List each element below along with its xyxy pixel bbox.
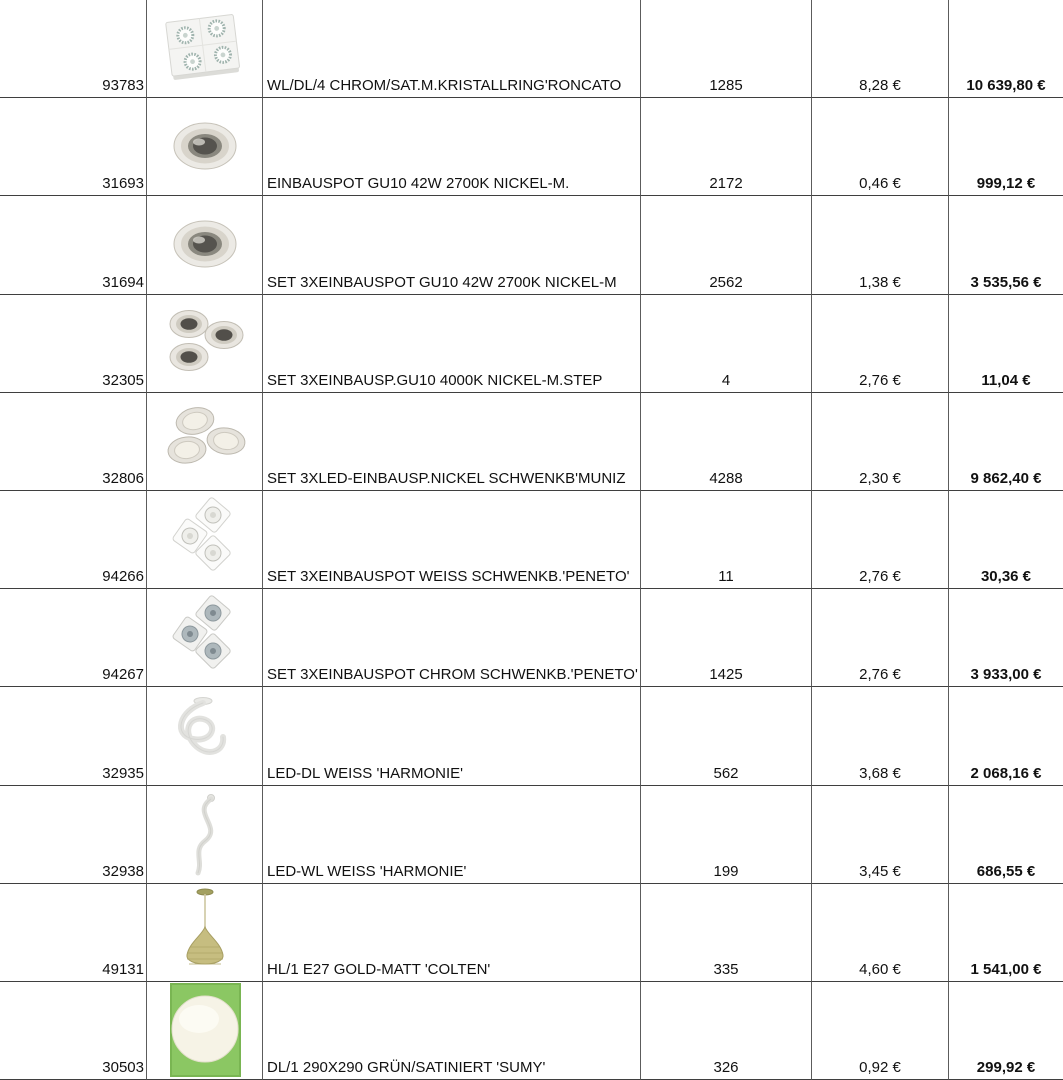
description-cell: [263, 589, 641, 687]
description-cell: [263, 687, 641, 785]
quantity-value: 2172: [709, 175, 743, 193]
product-image-cell: [147, 884, 263, 982]
item-number-cell: [0, 98, 147, 196]
total-price-cell: [949, 491, 1063, 589]
product-photo-wave-wall-lamp-icon: [149, 787, 261, 881]
total-price-value: 299,92 €: [976, 1059, 1036, 1077]
total-price-value: 9 862,40 €: [970, 469, 1042, 487]
unit-price-cell: [812, 786, 949, 884]
unit-price-value: 4,60 €: [859, 960, 901, 978]
quantity-value: 11: [718, 568, 734, 586]
quantity-cell: [641, 0, 812, 98]
product-image-cell: [147, 98, 263, 196]
unit-price-cell: [812, 98, 949, 196]
quantity-value: 326: [713, 1059, 739, 1077]
quantity-cell: [641, 295, 812, 393]
product-image-cell: [147, 982, 263, 1080]
total-price-value: 3 933,00 €: [970, 666, 1042, 684]
total-price-cell: [949, 687, 1063, 785]
description-cell: [263, 196, 641, 294]
item-number-cell: [0, 687, 147, 785]
unit-price-cell: [812, 295, 949, 393]
product-description: HL/1 E27 GOLD-MATT 'COLTEN': [267, 960, 491, 978]
item-number: 49131: [102, 960, 144, 978]
product-photo-panel-4-spots-icon: [149, 2, 261, 96]
quantity-cell: [641, 98, 812, 196]
item-number-cell: [0, 982, 147, 1080]
item-number-cell: [0, 589, 147, 687]
total-price-value: 2 068,16 €: [970, 764, 1042, 782]
item-number: 32935: [102, 764, 144, 782]
quantity-value: 562: [713, 764, 739, 782]
item-number-cell: [0, 786, 147, 884]
product-photo-recessed-spot-icon: [149, 100, 261, 194]
item-number-cell: [0, 196, 147, 294]
total-price-value: 30,36 €: [980, 568, 1032, 586]
item-number: 32806: [102, 469, 144, 487]
unit-price-cell: [812, 196, 949, 294]
product-image-cell: [147, 687, 263, 785]
item-number-cell: [0, 0, 147, 98]
product-description: LED-DL WEISS 'HARMONIE': [267, 764, 464, 782]
unit-price-cell: [812, 884, 949, 982]
product-description: EINBAUSPOT GU10 42W 2700K NICKEL-M.: [267, 175, 570, 193]
unit-price-value: 8,28 €: [859, 77, 901, 95]
unit-price-value: 2,30 €: [859, 469, 901, 487]
quantity-cell: [641, 196, 812, 294]
unit-price-value: 2,76 €: [859, 666, 901, 684]
description-cell: [263, 295, 641, 393]
quantity-cell: [641, 393, 812, 491]
quantity-value: 199: [713, 862, 739, 880]
product-image-cell: [147, 786, 263, 884]
unit-price-value: 2,76 €: [859, 568, 901, 586]
unit-price-value: 3,45 €: [859, 862, 901, 880]
unit-price-cell: [812, 687, 949, 785]
item-number: 32938: [102, 862, 144, 880]
product-description: WL/DL/4 CHROM/SAT.M.KRISTALLRING'RONCATO: [267, 77, 622, 95]
description-cell: [263, 786, 641, 884]
total-price-value: 3 535,56 €: [970, 273, 1042, 291]
quantity-value: 4288: [709, 469, 743, 487]
total-price-cell: [949, 786, 1063, 884]
quantity-cell: [641, 687, 812, 785]
product-image-cell: [147, 295, 263, 393]
product-image-cell: [147, 491, 263, 589]
quantity-cell: [641, 982, 812, 1080]
item-number: 31693: [102, 175, 144, 193]
product-photo-wave-ceiling-lamp-icon: [149, 689, 261, 783]
total-price-value: 10 639,80 €: [966, 77, 1046, 95]
quantity-cell: [641, 589, 812, 687]
total-price-cell: [949, 196, 1063, 294]
quantity-value: 1425: [709, 666, 743, 684]
unit-price-cell: [812, 589, 949, 687]
product-description: SET 3XEINBAUSP.GU10 4000K NICKEL-M.STEP: [267, 371, 603, 389]
product-description: SET 3XEINBAUSPOT CHROM SCHWENKB.'PENETO': [267, 666, 638, 684]
item-number: 31694: [102, 273, 144, 291]
product-image-cell: [147, 196, 263, 294]
total-price-cell: [949, 982, 1063, 1080]
product-photo-3-square-spots-chrome-icon: [149, 591, 261, 685]
description-cell: [263, 491, 641, 589]
total-price-value: 11,04 €: [981, 371, 1031, 389]
quantity-cell: [641, 786, 812, 884]
total-price-value: 686,55 €: [976, 862, 1036, 880]
item-number-cell: [0, 491, 147, 589]
product-photo-3-recessed-spots-icon: [149, 296, 261, 390]
total-price-value: 999,12 €: [976, 175, 1036, 193]
description-cell: [263, 884, 641, 982]
description-cell: [263, 393, 641, 491]
product-photo-green-dome-lamp-icon: [149, 983, 261, 1077]
quantity-cell: [641, 491, 812, 589]
item-number: 32305: [102, 371, 144, 389]
total-price-cell: [949, 393, 1063, 491]
quantity-value: 335: [713, 960, 739, 978]
product-description: DL/1 290X290 GRÜN/SATINIERT 'SUMY': [267, 1059, 546, 1077]
unit-price-value: 1,38 €: [859, 273, 901, 291]
item-number: 94266: [102, 568, 144, 586]
total-price-cell: [949, 0, 1063, 98]
total-price-cell: [949, 589, 1063, 687]
item-number: 93783: [102, 77, 144, 95]
unit-price-value: 2,76 €: [859, 371, 901, 389]
item-number: 94267: [102, 666, 144, 684]
total-price-cell: [949, 884, 1063, 982]
product-image-cell: [147, 589, 263, 687]
unit-price-value: 0,46 €: [859, 175, 901, 193]
quantity-value: 2562: [709, 273, 743, 291]
product-photo-3-led-spots-icon: [149, 394, 261, 488]
description-cell: [263, 0, 641, 98]
product-description: SET 3XLED-EINBAUSP.NICKEL SCHWENKB'MUNIZ: [267, 469, 626, 487]
quantity-cell: [641, 884, 812, 982]
item-number-cell: [0, 295, 147, 393]
description-cell: [263, 98, 641, 196]
product-photo-3-square-spots-white-icon: [149, 493, 261, 587]
product-description: LED-WL WEISS 'HARMONIE': [267, 862, 467, 880]
unit-price-cell: [812, 0, 949, 98]
description-cell: [263, 982, 641, 1080]
product-image-cell: [147, 0, 263, 98]
product-photo-recessed-spot-icon: [149, 198, 261, 292]
total-price-cell: [949, 98, 1063, 196]
product-description: SET 3XEINBAUSPOT GU10 42W 2700K NICKEL-M: [267, 273, 617, 291]
item-number-cell: [0, 393, 147, 491]
unit-price-cell: [812, 393, 949, 491]
unit-price-cell: [812, 491, 949, 589]
unit-price-value: 0,92 €: [859, 1059, 901, 1077]
total-price-value: 1 541,00 €: [970, 960, 1042, 978]
quantity-value: 1285: [709, 77, 743, 95]
quantity-value: 4: [721, 371, 731, 389]
unit-price-cell: [812, 982, 949, 1080]
item-number-cell: [0, 884, 147, 982]
unit-price-value: 3,68 €: [859, 764, 901, 782]
product-photo-gold-pendant-lamp-icon: [149, 885, 261, 979]
item-number: 30503: [102, 1059, 144, 1077]
product-description: SET 3XEINBAUSPOT WEISS SCHWENKB.'PENETO': [267, 568, 630, 586]
product-image-cell: [147, 393, 263, 491]
total-price-cell: [949, 295, 1063, 393]
